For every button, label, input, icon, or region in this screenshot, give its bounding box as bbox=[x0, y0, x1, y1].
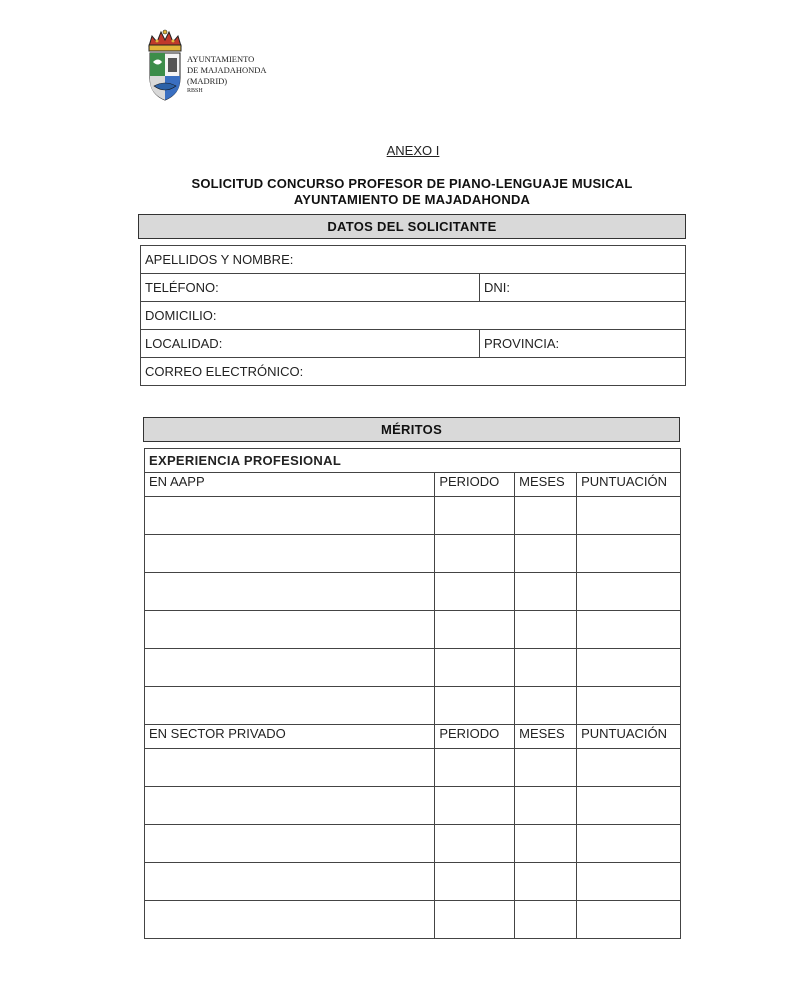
entry-cell[interactable] bbox=[145, 573, 435, 611]
logo-caption bbox=[187, 54, 267, 95]
experience-row bbox=[145, 449, 681, 473]
entry-cell[interactable] bbox=[435, 649, 515, 687]
entry-cell[interactable] bbox=[435, 749, 515, 787]
entry-cell[interactable] bbox=[435, 611, 515, 649]
entry-cell[interactable] bbox=[577, 573, 681, 611]
name-field[interactable]: APELLIDOS Y NOMBRE: bbox=[141, 246, 686, 274]
entry-cell[interactable] bbox=[515, 901, 577, 939]
entry-cell[interactable] bbox=[435, 497, 515, 535]
city-field[interactable]: LOCALIDAD: bbox=[141, 330, 480, 358]
private-sector-label: EN SECTOR PRIVADO bbox=[145, 725, 435, 749]
entry-cell[interactable] bbox=[577, 901, 681, 939]
entry-cell[interactable] bbox=[515, 687, 577, 725]
experience-heading: EXPERIENCIA PROFESIONAL bbox=[145, 449, 681, 473]
entry-cell[interactable] bbox=[145, 787, 435, 825]
entry-cell[interactable] bbox=[515, 535, 577, 573]
private-entry-row bbox=[145, 749, 681, 787]
applicant-section-header: DATOS DEL SOLICITANTE bbox=[138, 214, 686, 239]
entry-cell[interactable] bbox=[435, 863, 515, 901]
applicant-table bbox=[140, 245, 686, 386]
entry-cell[interactable] bbox=[577, 535, 681, 573]
private-entry-row bbox=[145, 825, 681, 863]
public-entry-row bbox=[145, 497, 681, 535]
entry-cell[interactable] bbox=[577, 497, 681, 535]
entry-cell[interactable] bbox=[435, 573, 515, 611]
entry-cell[interactable] bbox=[577, 611, 681, 649]
public-header-row bbox=[145, 473, 681, 497]
entry-cell[interactable] bbox=[145, 863, 435, 901]
entry-cell[interactable] bbox=[145, 687, 435, 725]
entry-cell[interactable] bbox=[577, 787, 681, 825]
entry-cell[interactable] bbox=[435, 687, 515, 725]
entry-cell[interactable] bbox=[515, 573, 577, 611]
document-title bbox=[0, 176, 792, 208]
entry-cell[interactable] bbox=[145, 611, 435, 649]
entry-cell[interactable] bbox=[515, 749, 577, 787]
entry-cell[interactable] bbox=[435, 901, 515, 939]
applicant-row-city bbox=[141, 330, 686, 358]
email-field[interactable]: CORREO ELECTRÓNICO: bbox=[141, 358, 686, 386]
annex-heading: ANEXO I bbox=[386, 143, 440, 158]
public-entry-row bbox=[145, 611, 681, 649]
applicant-row-phone bbox=[141, 274, 686, 302]
column-meses: MESES bbox=[515, 473, 577, 497]
entry-cell[interactable] bbox=[145, 535, 435, 573]
private-header-row bbox=[145, 725, 681, 749]
private-entry-row bbox=[145, 787, 681, 825]
entry-cell[interactable] bbox=[435, 825, 515, 863]
logo-line-2: DE MAJADAHONDA bbox=[187, 65, 267, 75]
public-sector-label: EN AAPP bbox=[145, 473, 435, 497]
entry-cell[interactable] bbox=[145, 497, 435, 535]
entry-cell[interactable] bbox=[435, 535, 515, 573]
entry-cell[interactable] bbox=[435, 787, 515, 825]
title-line-2: AYUNTAMIENTO DE MAJADAHONDA bbox=[293, 192, 531, 207]
private-entry-row bbox=[145, 863, 681, 901]
entry-cell[interactable] bbox=[515, 787, 577, 825]
applicant-row-email bbox=[141, 358, 686, 386]
column-periodo: PERIODO bbox=[435, 473, 515, 497]
entry-cell[interactable] bbox=[577, 825, 681, 863]
entry-cell[interactable] bbox=[577, 687, 681, 725]
entry-cell[interactable] bbox=[145, 649, 435, 687]
province-field[interactable]: PROVINCIA: bbox=[480, 330, 686, 358]
coat-of-arms-logo bbox=[146, 28, 184, 102]
entry-cell[interactable] bbox=[515, 649, 577, 687]
dni-field[interactable]: DNI: bbox=[480, 274, 686, 302]
column-meses: MESES bbox=[515, 725, 577, 749]
merits-table bbox=[144, 448, 681, 939]
logo-line-1: AYUNTAMIENTO bbox=[187, 54, 255, 64]
column-periodo: PERIODO bbox=[435, 725, 515, 749]
entry-cell[interactable] bbox=[577, 863, 681, 901]
entry-cell[interactable] bbox=[145, 901, 435, 939]
public-entry-row bbox=[145, 573, 681, 611]
entry-cell[interactable] bbox=[515, 863, 577, 901]
entry-cell[interactable] bbox=[577, 649, 681, 687]
public-entry-row bbox=[145, 649, 681, 687]
phone-field[interactable]: TELÉFONO: bbox=[141, 274, 480, 302]
public-entry-row bbox=[145, 687, 681, 725]
applicant-row-name bbox=[141, 246, 686, 274]
public-entry-row bbox=[145, 535, 681, 573]
applicant-row-address bbox=[141, 302, 686, 330]
entry-cell[interactable] bbox=[515, 825, 577, 863]
entry-cell[interactable] bbox=[577, 749, 681, 787]
title-line-1: SOLICITUD CONCURSO PROFESOR DE PIANO-LENGUAJE MUSICAL bbox=[191, 176, 633, 191]
column-puntuacion: PUNTUACIÓN bbox=[577, 725, 681, 749]
entry-cell[interactable] bbox=[145, 749, 435, 787]
entry-cell[interactable] bbox=[145, 825, 435, 863]
merits-section-header: MÉRITOS bbox=[143, 417, 680, 442]
address-field[interactable]: DOMICILIO: bbox=[141, 302, 686, 330]
entry-cell[interactable] bbox=[515, 611, 577, 649]
logo-line-4: RBSH bbox=[187, 88, 203, 94]
private-entry-row bbox=[145, 901, 681, 939]
entry-cell[interactable] bbox=[515, 497, 577, 535]
logo-line-3: (MADRID) bbox=[187, 76, 228, 86]
column-puntuacion: PUNTUACIÓN bbox=[577, 473, 681, 497]
